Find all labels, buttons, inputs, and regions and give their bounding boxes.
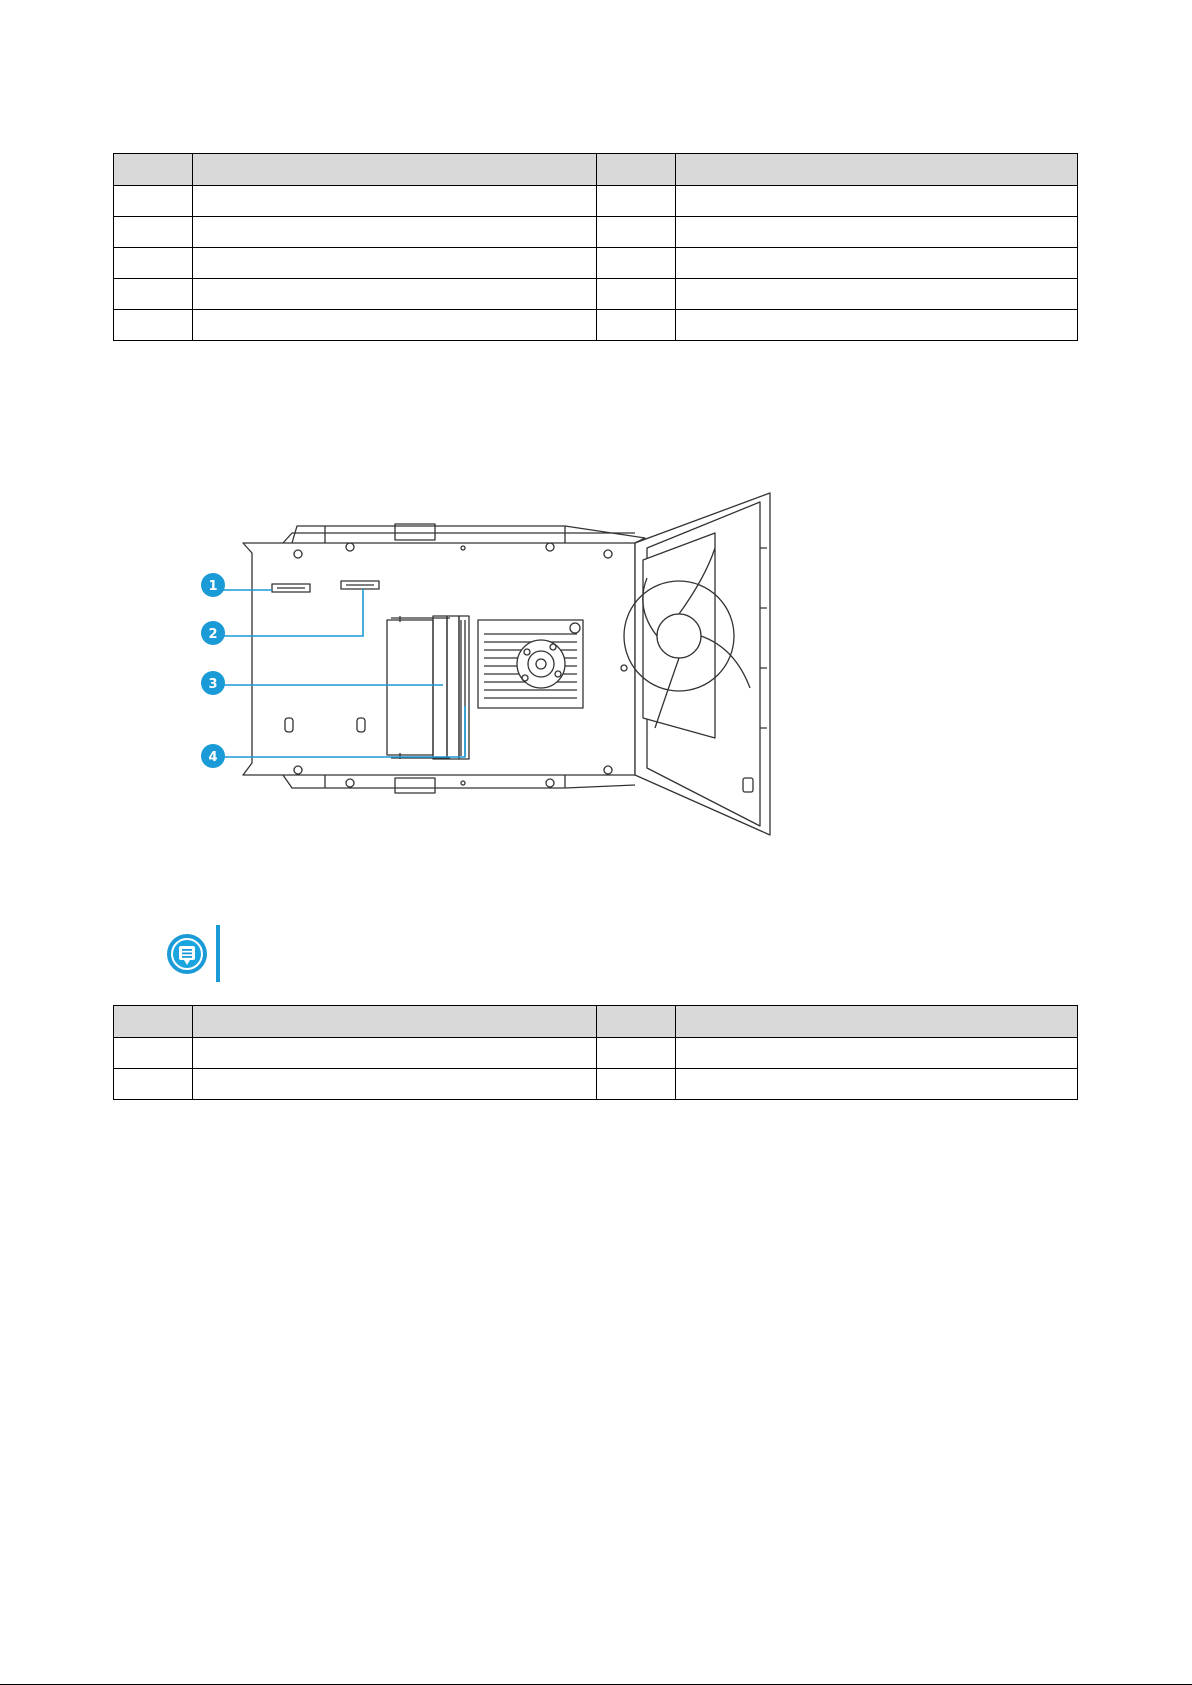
callout-1 (201, 573, 225, 597)
table-header-cell (114, 1006, 193, 1038)
callout-3 (201, 671, 225, 695)
svg-text:3: 3 (208, 677, 218, 692)
table-cell (114, 1038, 193, 1069)
table-header-row (114, 1006, 1078, 1038)
table-cell (597, 1038, 676, 1069)
note-accent-bar (216, 925, 220, 982)
table-cell (193, 248, 597, 279)
svg-text:1: 1 (208, 579, 218, 594)
callout-4 (201, 744, 225, 768)
table-cell (193, 1038, 597, 1069)
table-header-cell (676, 154, 1078, 186)
fan-bracket (624, 493, 770, 835)
table-row (114, 248, 1078, 279)
component-table-top (113, 153, 1078, 341)
table-header-cell (114, 154, 193, 186)
table-cell (114, 248, 193, 279)
table-cell (114, 217, 193, 248)
svg-text:4: 4 (208, 750, 218, 765)
table-cell (676, 1038, 1078, 1069)
callout-2 (201, 621, 225, 645)
table-cell (676, 248, 1078, 279)
table-header-cell (597, 1006, 676, 1038)
table-row (114, 1069, 1078, 1100)
top-rail (292, 526, 645, 543)
hardware-diagram (195, 488, 775, 838)
table-cell (597, 279, 676, 310)
table-cell (193, 217, 597, 248)
note-icon (166, 934, 208, 976)
table-cell (114, 186, 193, 217)
table-cell (114, 279, 193, 310)
table-cell (597, 248, 676, 279)
table-cell (676, 279, 1078, 310)
table-cell (597, 1069, 676, 1100)
svg-text:2: 2 (208, 627, 218, 642)
heatsink (478, 620, 583, 708)
table-cell (597, 217, 676, 248)
table-cell (676, 186, 1078, 217)
table-cell (193, 1069, 597, 1100)
table-cell (676, 310, 1078, 341)
table-header-cell (676, 1006, 1078, 1038)
component-table-bottom (113, 1005, 1078, 1100)
table-cell (114, 1069, 193, 1100)
table-cell (114, 310, 193, 341)
table-cell (193, 186, 597, 217)
table-row (114, 279, 1078, 310)
table-row (114, 217, 1078, 248)
table-header-cell (193, 1006, 597, 1038)
table-cell (193, 310, 597, 341)
bottom-rail (283, 775, 635, 788)
table-cell (597, 186, 676, 217)
table-header-cell (193, 154, 597, 186)
table-header-row (114, 154, 1078, 186)
table-cell (597, 310, 676, 341)
table-row (114, 310, 1078, 341)
table-cell (193, 279, 597, 310)
table-cell (676, 217, 1078, 248)
table-row (114, 1038, 1078, 1069)
table-cell (676, 1069, 1078, 1100)
table-header-cell (597, 154, 676, 186)
table-row (114, 186, 1078, 217)
